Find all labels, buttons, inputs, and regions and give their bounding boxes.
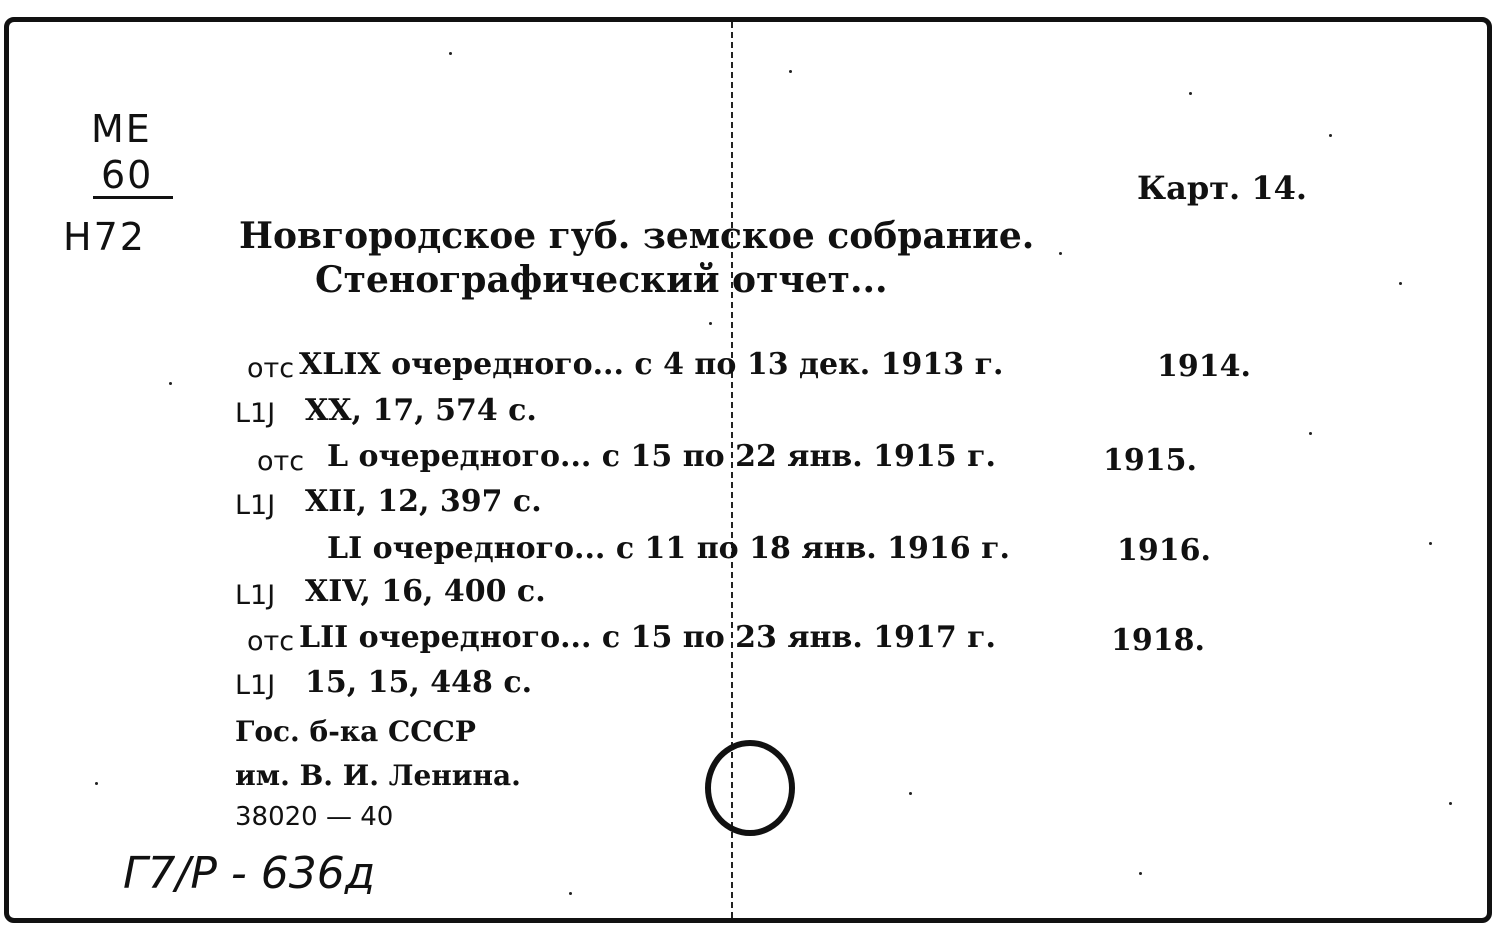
scan-speck bbox=[95, 782, 98, 785]
entry-stamp: L1J bbox=[235, 580, 276, 611]
shelfmark-line-3: Н72 bbox=[63, 215, 146, 259]
handwritten-code: Г7/Р - 636д bbox=[123, 848, 376, 899]
catalog-card bbox=[4, 17, 1492, 923]
scan-speck bbox=[1189, 92, 1192, 95]
entry-stamp: L1J bbox=[235, 670, 276, 701]
entry-year: 1916. bbox=[1117, 533, 1211, 568]
entry-text: XLIX очередного... с 4 по 13 дек. 1913 г. bbox=[299, 347, 1004, 382]
entry-year: 1918. bbox=[1111, 623, 1205, 658]
entry-details: XII, 12, 397 с. bbox=[305, 484, 542, 519]
title-line-1: Новгородское губ. земское собрание. bbox=[239, 215, 1035, 257]
scan-speck bbox=[1139, 872, 1142, 875]
entry-prefix: отс bbox=[247, 626, 295, 657]
card-number: Карт. 14. bbox=[1137, 169, 1307, 207]
scan-speck bbox=[569, 892, 572, 895]
title-line-2: Стенографический отчет... bbox=[315, 259, 888, 301]
entry-stamp: L1J bbox=[235, 398, 276, 429]
shelfmark-line-2: 60 bbox=[101, 153, 154, 197]
scan-speck bbox=[1309, 432, 1312, 435]
scan-speck bbox=[909, 792, 912, 795]
entry-text: LI очередного... с 11 по 18 янв. 1916 г. bbox=[327, 531, 1010, 566]
entry-year: 1915. bbox=[1103, 443, 1197, 478]
scan-speck bbox=[1059, 252, 1062, 255]
scan-speck bbox=[709, 322, 712, 325]
scan-speck bbox=[169, 382, 172, 385]
scan-speck bbox=[1399, 282, 1402, 285]
scan-speck bbox=[1329, 134, 1332, 137]
scan-speck bbox=[1449, 802, 1452, 805]
entry-details: XIV, 16, 400 с. bbox=[305, 574, 546, 609]
entry-stamp: L1J bbox=[235, 490, 276, 521]
entry-year: 1914. bbox=[1157, 349, 1251, 384]
entry-prefix: отс bbox=[257, 446, 305, 477]
scan-speck bbox=[449, 52, 452, 55]
shelfmark-divider bbox=[93, 196, 173, 199]
scan-speck bbox=[789, 70, 792, 73]
print-code: 38020 — 40 bbox=[235, 802, 394, 832]
entry-text: L очередного... с 15 по 22 янв. 1915 г. bbox=[327, 439, 996, 474]
library-line-1: Гос. б-ка СССР bbox=[235, 715, 476, 748]
punch-hole bbox=[705, 740, 795, 836]
entry-details: XX, 17, 574 с. bbox=[305, 393, 537, 428]
shelfmark-line-1: МЕ bbox=[91, 107, 152, 151]
scan-speck bbox=[1429, 542, 1432, 545]
library-line-2: им. В. И. Ленина. bbox=[235, 759, 521, 792]
entry-text: LII очередного... с 15 по 23 янв. 1917 г. bbox=[299, 620, 996, 655]
entry-prefix: отс bbox=[247, 353, 295, 384]
entry-details: 15, 15, 448 с. bbox=[305, 665, 533, 700]
